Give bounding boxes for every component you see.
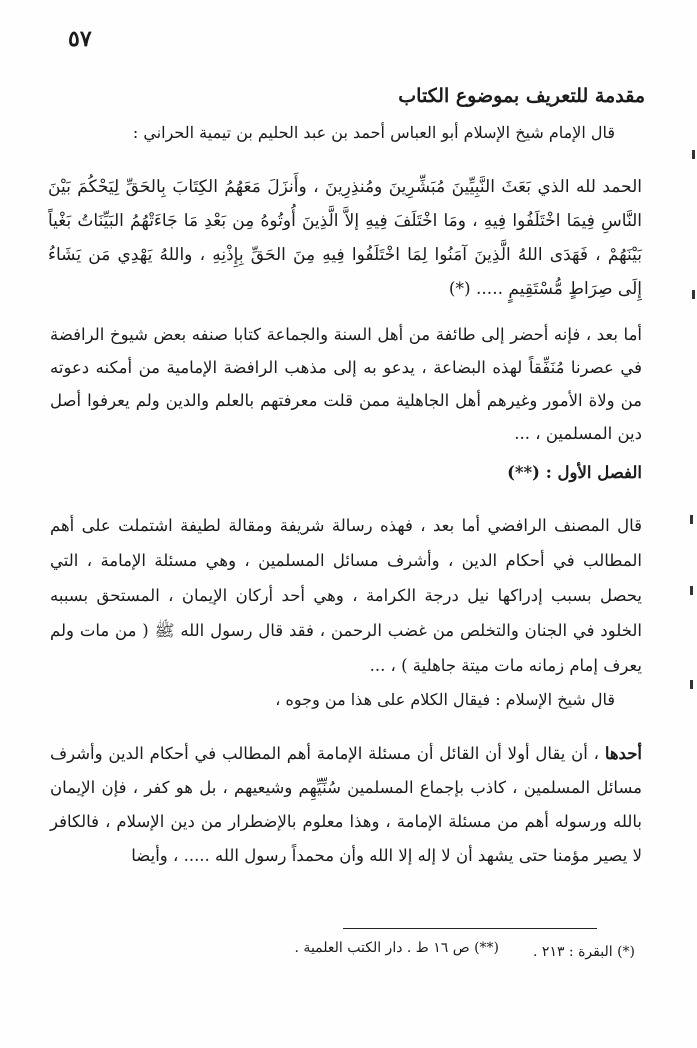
paragraph-3-lead: أحدها — [604, 744, 642, 763]
scan-margin-mark — [690, 586, 693, 595]
chapter-heading: مقدمة للتعريف بموضوع الكتاب — [398, 85, 645, 107]
paragraph-3-text: ، أن يقال أولا أن القائل أن مسئلة الإمامة أهم المطالب في أحكام الدين وأشرف مسائل المسلمين ، كاذب بإجماع المسلمين سُنِّيِّهِم وشيعيهم ، بل هو كفر ، فإن الإيمان بالله ورسوله أهم من مسئلة الإمامة ، وهذا معلوم بالإضطرار من دين الإسلام ، فالكافر لا يصير مؤمنا حتى يشهد أن لا إله إلا الله وأن محمداً رسول الله ..... ، وأيضا — [50, 744, 642, 865]
scan-margin-mark — [692, 150, 695, 159]
footnote-divider — [343, 928, 597, 929]
paragraph-2: قال المصنف الرافضي أما بعد ، فهذه رسالة شريفة ومقالة لطيفة اشتملت على أهم المطالب في أحكام الدين ، وأشرف مسائل المسلمين ، وهي مسئلة الإمامة ، التي يحصل بسبب إدراكها نيل درجة الكرامة ، وهي أحد أركان الإيمان ، المستحق بسببه الخلود في الجنان والتخلص من غضب الرحمن ، فقد قال رسول الله ﷺ ( من مات ولم يعرف إمام زمانه مات ميتة جاهلية ) ، ... — [50, 516, 642, 675]
quran-passage: الحمد لله الذي بَعَثَ النَّبِيِّينَ مُبَشِّرِينَ ومُنذِرِينَ ، وأَنزَلَ مَعَهُمُ الكِتَابَ بِالحَقِّ لِيَحْكُمَ بَيْنَ النَّاسِ فِيمَا اخْتَلَفُوا فِيهِ ، ومَا اخْتَلَفَ فِيهِ إلاَّ الَّذِينَ أُوتُوهُ مِن بَعْدِ مَا جَاءَتْهُمُ البَيِّنَاتُ بَغْياً بَيْنَهُمْ ، فَهَدَى اللهُ الَّذِينَ آمَنُوا لِمَا اخْتَلَفُوا فِيهِ مِنَ الحَقِّ بِإِذْنِهِ ، واللهُ يَهْدِي مَن يَشَاءُ إِلَى صِرَاطٍ مُّسْتَقِيمٍ ..... (*) — [48, 177, 642, 299]
scan-margin-mark — [690, 515, 693, 524]
scan-margin-mark — [690, 680, 693, 689]
paragraph-1: أما بعد ، فإنه أحضر إلى طائفة من أهل السنة والجماعة كتابا صنفه بعض شيوخ الرافضة في عصرنا مُنَفِّقاً لهذه البضاعة ، يدعو به إلى مذهب الرافضة الإمامية من أمكنه دعوته من ولاة الأمور وغيرهم أهل الجاهلية ممن قلت معرفتهم بالعلم والدين ولم يعرفوا أصل دين المسلمين ، ... — [50, 325, 642, 443]
sheikh-line: قال شيخ الإسلام : فيقال الكلام على هذا من وجوه ، — [275, 690, 615, 709]
section-title: الفصل الأول : (**) — [507, 463, 642, 482]
footnote-2: (**) ص ١٦ ط . دار الكتب العلمية . — [294, 940, 499, 956]
scan-margin-mark — [692, 290, 695, 299]
paragraph-3 — [50, 737, 642, 873]
footnote-1: (*) البقرة : ٢١٣ . — [533, 944, 635, 960]
page-number: ٥٧ — [68, 26, 92, 52]
intro-line: قال الإمام شيخ الإسلام أبو العباس أحمد بن عبد الحليم بن تيمية الحراني : — [132, 123, 615, 142]
